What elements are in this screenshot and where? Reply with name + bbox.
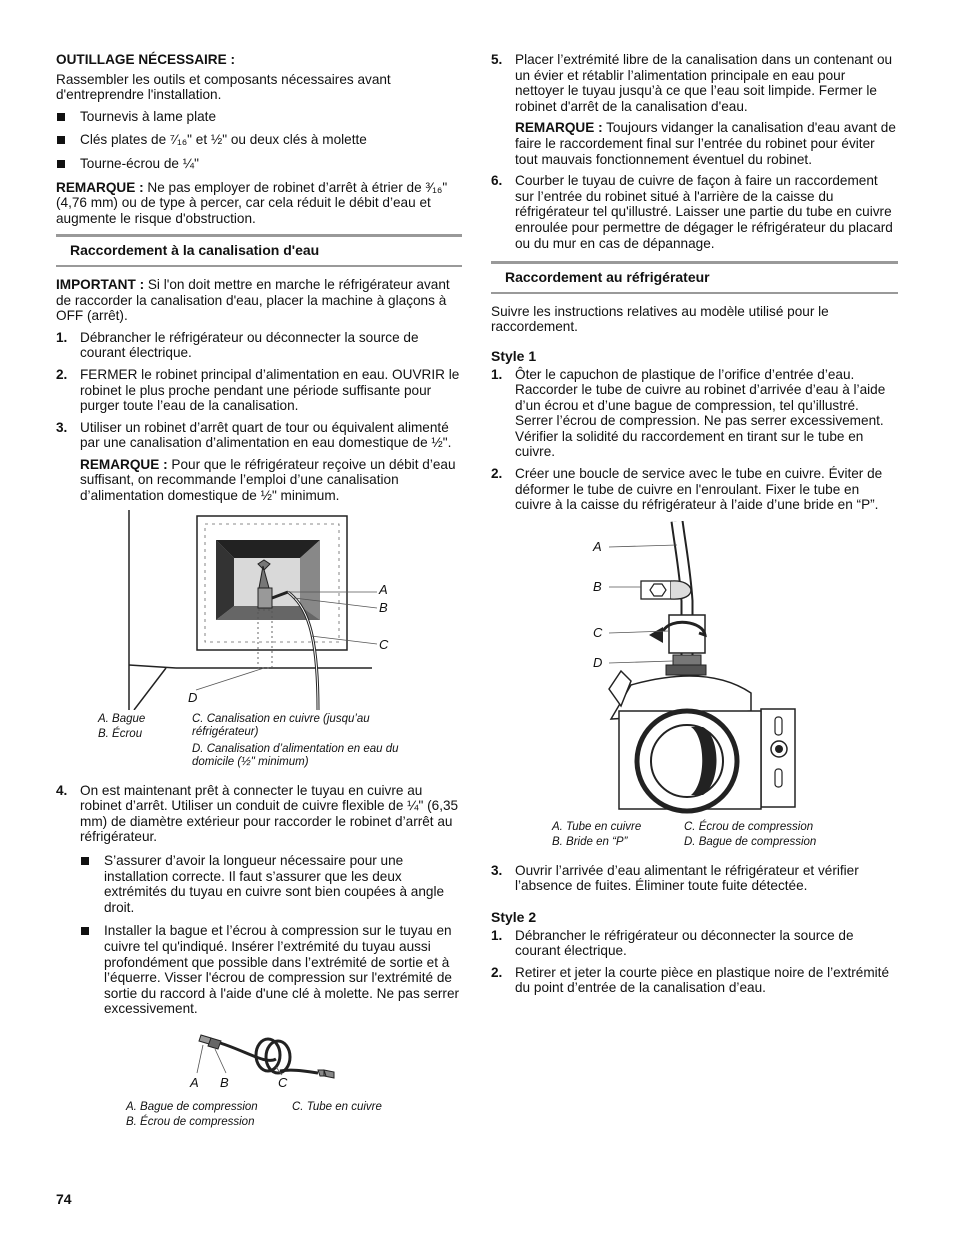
step-number: 1. xyxy=(56,329,68,345)
section-heading-refrigerator: Raccordement au réfrigérateur xyxy=(491,261,898,294)
shutoff-valve-illustration xyxy=(56,510,462,710)
fig2-caption xyxy=(126,1101,462,1129)
step-number: 5. xyxy=(491,52,503,67)
fig1-label-d: D xyxy=(188,689,198,705)
caption-c: C. Canalisation en cuivre (jusqu’au réfrigérateur) xyxy=(192,712,370,738)
list-item xyxy=(491,173,898,251)
fig1-label-b: B xyxy=(379,599,388,615)
figure-inlet-connection xyxy=(491,521,898,821)
caption-col xyxy=(126,1101,292,1129)
section-heading-water-line: Raccordement à la canalisation d'eau xyxy=(56,234,462,267)
note-label: REMARQUE : xyxy=(80,456,168,472)
list-item xyxy=(491,965,898,996)
note-label: REMARQUE : xyxy=(56,179,144,195)
step-number: 1. xyxy=(491,366,503,382)
list-item: Tourne-écrou de ¼" xyxy=(56,156,462,172)
intro: Suivre les instructions relatives au modèle utilisé pour le raccordement. xyxy=(491,303,829,335)
caption-a: A. Bague xyxy=(98,712,146,725)
list-item xyxy=(491,466,898,513)
tools-title: OUTILLAGE NÉCESSAIRE : xyxy=(56,52,235,67)
step-number: 4. xyxy=(56,782,68,798)
caption-b: B. Bride en “P” xyxy=(552,835,628,848)
caption-col xyxy=(684,821,816,849)
list-item xyxy=(491,367,898,461)
list-item xyxy=(56,367,462,414)
tools-list xyxy=(56,109,462,172)
step3-note xyxy=(80,457,462,504)
caption-col xyxy=(98,713,192,769)
list-item: Installer la bague et l’écrou à compression sur le tuyau en cuivre tel qu'indiqué. Insérer l’extrémité du tuyau aussi profondément que possible dans l’extrémité de sortie et à l’équerre. Visser l'écrou de compression sur l'extrémité de sortie du raccord à l'aide d'une clé à molette. Ne pas serrer excessivement. xyxy=(80,923,462,1017)
step-text: Débrancher le réfrigérateur ou déconnecter la source de courant électrique. xyxy=(80,329,419,361)
fig3-caption xyxy=(552,821,898,849)
figure-shutoff-valve xyxy=(56,510,462,710)
step4-bullets xyxy=(80,853,462,1017)
left-column xyxy=(56,52,462,1129)
list-item xyxy=(491,863,898,894)
list-item xyxy=(56,330,462,361)
fig2-label-b: B xyxy=(220,1074,229,1090)
caption-d: D. Canalisation d’alimentation en eau du domicile (½" minimum) xyxy=(192,742,399,768)
step-text: Retirer et jeter la courte pièce en plastique noire de l’extrémité du point d’entrée de la canalisation d’eau. xyxy=(515,964,890,996)
caption-c: C. Tube en cuivre xyxy=(292,1100,382,1113)
caption-col xyxy=(292,1101,382,1129)
step-text: On est maintenant prêt à connecter le tuyau en cuivre au robinet d’arrêt. Utiliser un conduit de cuivre flexible de ¼" (6,35 mm) de diamètre extérieur pour raccorder le robinet d’arrêt au réfrigérateur. xyxy=(80,782,459,845)
important-note xyxy=(56,277,462,324)
step-text: Placer l’extrémité libre de la canalisation dans un contenant ou un évier et rétablir l’alimentation principale en eau pour nettoyer le tuyau jusqu’à ce que l’eau soit limpide. Fermer le robinet d'arrêt de la canalisation d'eau. xyxy=(515,52,893,114)
step4-list xyxy=(56,783,462,1017)
step-number: 2. xyxy=(491,964,503,980)
fig1-caption xyxy=(98,713,462,769)
right-column xyxy=(491,52,898,1002)
note-text: Pour que le réfrigérateur reçoive un débit d’eau suffisant, on recommande l’emploi d’une canalisation d’alimentation domestique de ½" minimum. xyxy=(80,456,456,504)
step-number: 2. xyxy=(491,466,503,482)
caption-d: D. Bague de compression xyxy=(684,835,817,848)
note-label: REMARQUE : xyxy=(515,120,603,136)
fig3-label-d: D xyxy=(593,654,603,670)
steps-list xyxy=(56,330,462,504)
caption-c: C. Écrou de compression xyxy=(684,820,814,833)
list-item: S’assurer d’avoir la longueur nécessaire pour une installation correcte. Il faut s’assurer que les deux extrémités du tuyau en cuivre sont bien coupées à angle droit. xyxy=(80,853,462,915)
caption-b: B. Écrou de compression xyxy=(126,1115,255,1128)
figure-copper-tube xyxy=(56,1025,462,1091)
fig2-label-a: A xyxy=(190,1074,199,1090)
tools-note xyxy=(56,180,462,227)
step-text: Créer une boucle de service avec le tube en cuivre. Éviter de déformer le tube de cuivre en l'enroulant. Fixer le tube en cuivre à la caisse du réfrigérateur à l’aide d’une bride en “P”. xyxy=(515,466,883,513)
caption-a: A. Tube en cuivre xyxy=(552,820,642,833)
caption-b: B. Écrou xyxy=(98,727,143,740)
note-text: Ne pas employer de robinet d’arrêt à étrier de ³⁄₁₆" (4,76 mm) ou de type à percer, car cela réduit le débit d’eau et augmente le risque d'obstruction. xyxy=(56,179,448,226)
step5-note xyxy=(515,120,898,167)
inlet-connection-illustration xyxy=(491,521,898,821)
copper-tube-illustration xyxy=(56,1025,462,1091)
fig3-label-c: C xyxy=(593,624,603,640)
fig1-label-c: C xyxy=(379,636,389,652)
caption-col xyxy=(192,713,422,769)
fig1-label-a: A xyxy=(379,581,388,597)
step-number: 3. xyxy=(491,862,503,878)
step-text: Ouvrir l’arrivée d’eau alimentant le réfrigérateur et vérifier l’absence de fuites. Éliminer toute fuite détectée. xyxy=(515,862,859,894)
step-text: Ôter le capuchon de plastique de l’orifice d’entrée d’eau. Raccorder le tube de cuivre au robinet d’arrivée d’eau à l’aide d’un écrou et d’une bague de compression, tel qu’illustré. Serrer l’écrou de compression. Ne pas serrer excessivement. Vérifier la solidité du raccordement en tirant sur le tube en cuivre. xyxy=(515,366,886,460)
style1-step3 xyxy=(491,863,898,894)
list-item xyxy=(56,420,462,504)
page-number: 74 xyxy=(56,1191,72,1207)
step-text: FERMER le robinet principal d’alimentation en eau. OUVRIR le robinet le plus proche pendant une période suffisante pour purger toute l’eau de la canalisation. xyxy=(80,366,460,414)
caption-a: A. Bague de compression xyxy=(126,1100,258,1113)
steps-5-6 xyxy=(491,52,898,251)
step-number: 6. xyxy=(491,173,503,189)
caption-col xyxy=(552,821,684,849)
step-number: 2. xyxy=(56,366,68,382)
step-number: 1. xyxy=(491,927,503,943)
important-text: Si l'on doit mettre en marche le réfrigérateur avant de raccorder la canalisation d'eau, placer la machine à glaçons à OFF (arrêt). xyxy=(56,276,450,324)
note-text: Toujours vidanger la canalisation d'eau avant de faire le raccordement final sur l’entrée du robinet pour éviter tout mauvais fonctionnement éventuel du robinet. xyxy=(515,120,896,167)
step-text: Courber le tuyau de cuivre de façon à faire un raccordement sur l’entrée du robinet situé à l'arrière de la caisse du réfrigérateur tel qu'illustré. Laisser une partie du tube en cuivre enroulée pour permettre de dégager le réfrigérateur du placard ou du mur en cas de dépannage. xyxy=(515,173,893,251)
important-label: IMPORTANT : xyxy=(56,276,145,292)
step-number: 3. xyxy=(56,419,68,435)
list-item xyxy=(56,783,462,1017)
list-item xyxy=(491,52,898,167)
list-item xyxy=(491,928,898,959)
step-text: Utiliser un robinet d’arrêt quart de tour ou équivalent alimenté par une canalisation d’alimentation en eau domestique de ½". xyxy=(80,419,452,451)
style2-steps xyxy=(491,928,898,996)
fig3-label-a: A xyxy=(593,538,602,554)
fig2-label-c: C xyxy=(278,1074,288,1090)
list-item: Clés plates de ⁷⁄₁₆" et ½" ou deux clés à molette xyxy=(56,132,462,148)
tools-intro: Rassembler les outils et composants nécessaires avant d'entreprendre l'installation. xyxy=(56,71,391,103)
fig3-label-b: B xyxy=(593,578,602,594)
list-item: Tournevis à lame plate xyxy=(56,109,462,125)
style1-heading: Style 1 xyxy=(491,347,537,364)
style1-steps xyxy=(491,367,898,513)
step-text: Débrancher le réfrigérateur ou déconnecter la source de courant électrique. xyxy=(515,927,854,959)
style2-heading: Style 2 xyxy=(491,909,537,926)
